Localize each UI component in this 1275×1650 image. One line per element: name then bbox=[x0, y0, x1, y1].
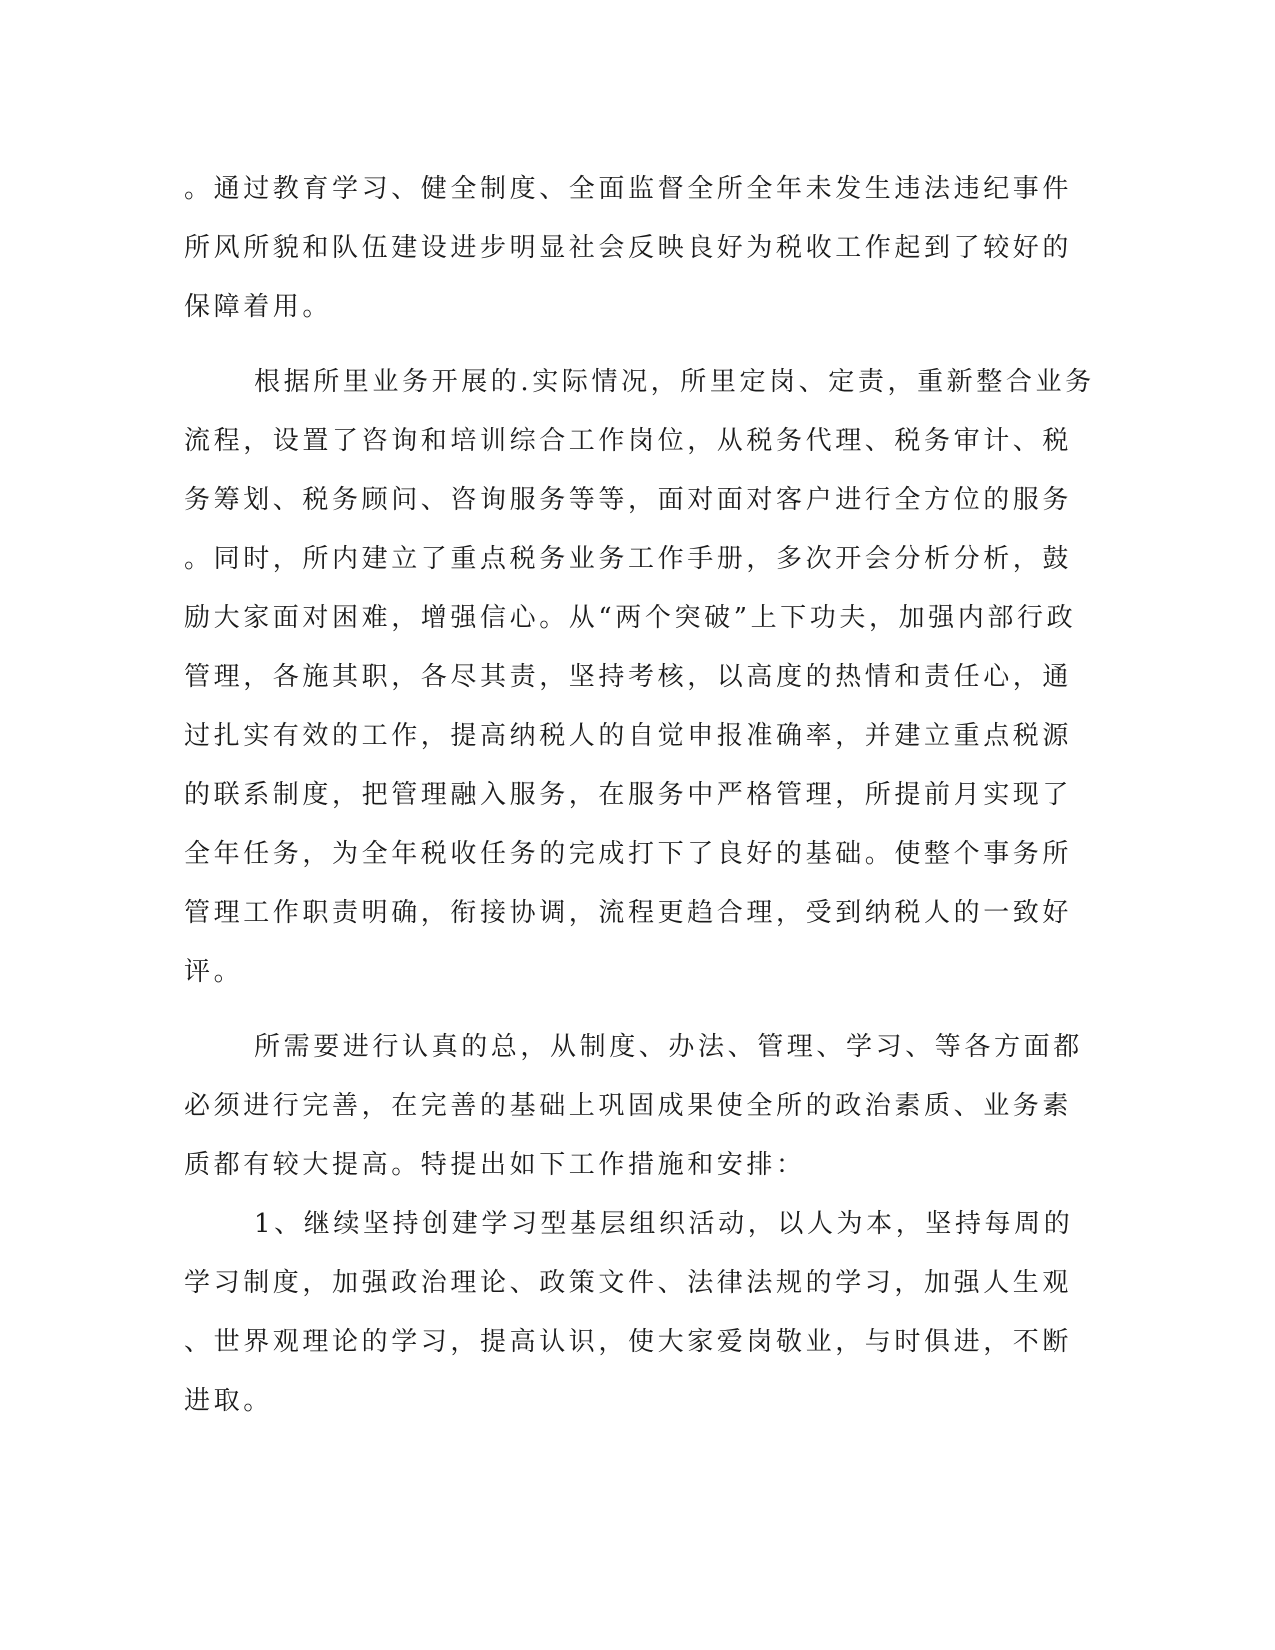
paragraph-1 bbox=[184, 160, 1073, 337]
text-line: 管理工作职责明确，衔接协调，流程更趋合理，受到纳税人的一致好 bbox=[184, 898, 1073, 928]
document-body bbox=[184, 160, 1095, 1431]
paragraph-4 bbox=[184, 1195, 1074, 1431]
text-line: 、世界观理论的学习，提高认识，使大家爱岗敬业，与时俱进，不断 bbox=[184, 1327, 1073, 1357]
text-line: 的联系制度，把管理融入服务，在服务中严格管理，所提前月实现了 bbox=[184, 780, 1073, 810]
text-line: 所需要进行认真的总，从制度、办法、管理、学习、等各方面都 bbox=[254, 1032, 1083, 1062]
text-line: 管理，各施其职，各尽其责，坚持考核，以高度的热情和责任心，通 bbox=[184, 662, 1073, 692]
text-line: 学习制度，加强政治理论、政策文件、法律法规的学习，加强人生观 bbox=[184, 1268, 1073, 1298]
paragraph-3 bbox=[184, 1018, 1083, 1195]
text-line: 励大家面对困难，增强信心。从“两个突破”上下功夫，加强内部行政 bbox=[184, 603, 1077, 633]
text-line: 务筹划、税务顾问、咨询服务等等，面对面对客户进行全方位的服务 bbox=[184, 485, 1073, 515]
text-line: 。通过教育学习、健全制度、全面监督全所全年未发生违法违纪事件 bbox=[184, 174, 1073, 204]
text-line: 必须进行完善，在完善的基础上巩固成果使全所的政治素质、业务素 bbox=[184, 1091, 1073, 1121]
paragraph-gap bbox=[184, 1002, 1044, 1018]
text-line: 流程，设置了咨询和培训综合工作岗位，从税务代理、税务审计、税 bbox=[184, 426, 1073, 456]
paragraph-2 bbox=[184, 353, 1095, 1002]
text-line: 所风所貌和队伍建设进步明显社会反映良好为税收工作起到了较好的 bbox=[184, 233, 1073, 263]
text-line: 进取。 bbox=[184, 1386, 273, 1416]
text-line: 1、继续坚持创建学习型基层组织活动，以人为本，坚持每周的 bbox=[254, 1209, 1074, 1239]
text-line: 过扎实有效的工作，提高纳税人的自觉申报准确率，并建立重点税源 bbox=[184, 721, 1073, 751]
text-line: 根据所里业务开展的.实际情况，所里定岗、定责，重新整合业务 bbox=[254, 367, 1095, 397]
text-line: 。同时，所内建立了重点税务业务工作手册，多次开会分析分析，鼓 bbox=[184, 544, 1073, 574]
paragraph-gap bbox=[184, 337, 1044, 353]
text-line: 全年任务，为全年税收任务的完成打下了良好的基础。使整个事务所 bbox=[184, 839, 1073, 869]
text-line: 保障着用。 bbox=[184, 292, 333, 322]
text-line: 评。 bbox=[184, 957, 244, 987]
text-line: 质都有较大提高。特提出如下工作措施和安排： bbox=[184, 1150, 806, 1180]
